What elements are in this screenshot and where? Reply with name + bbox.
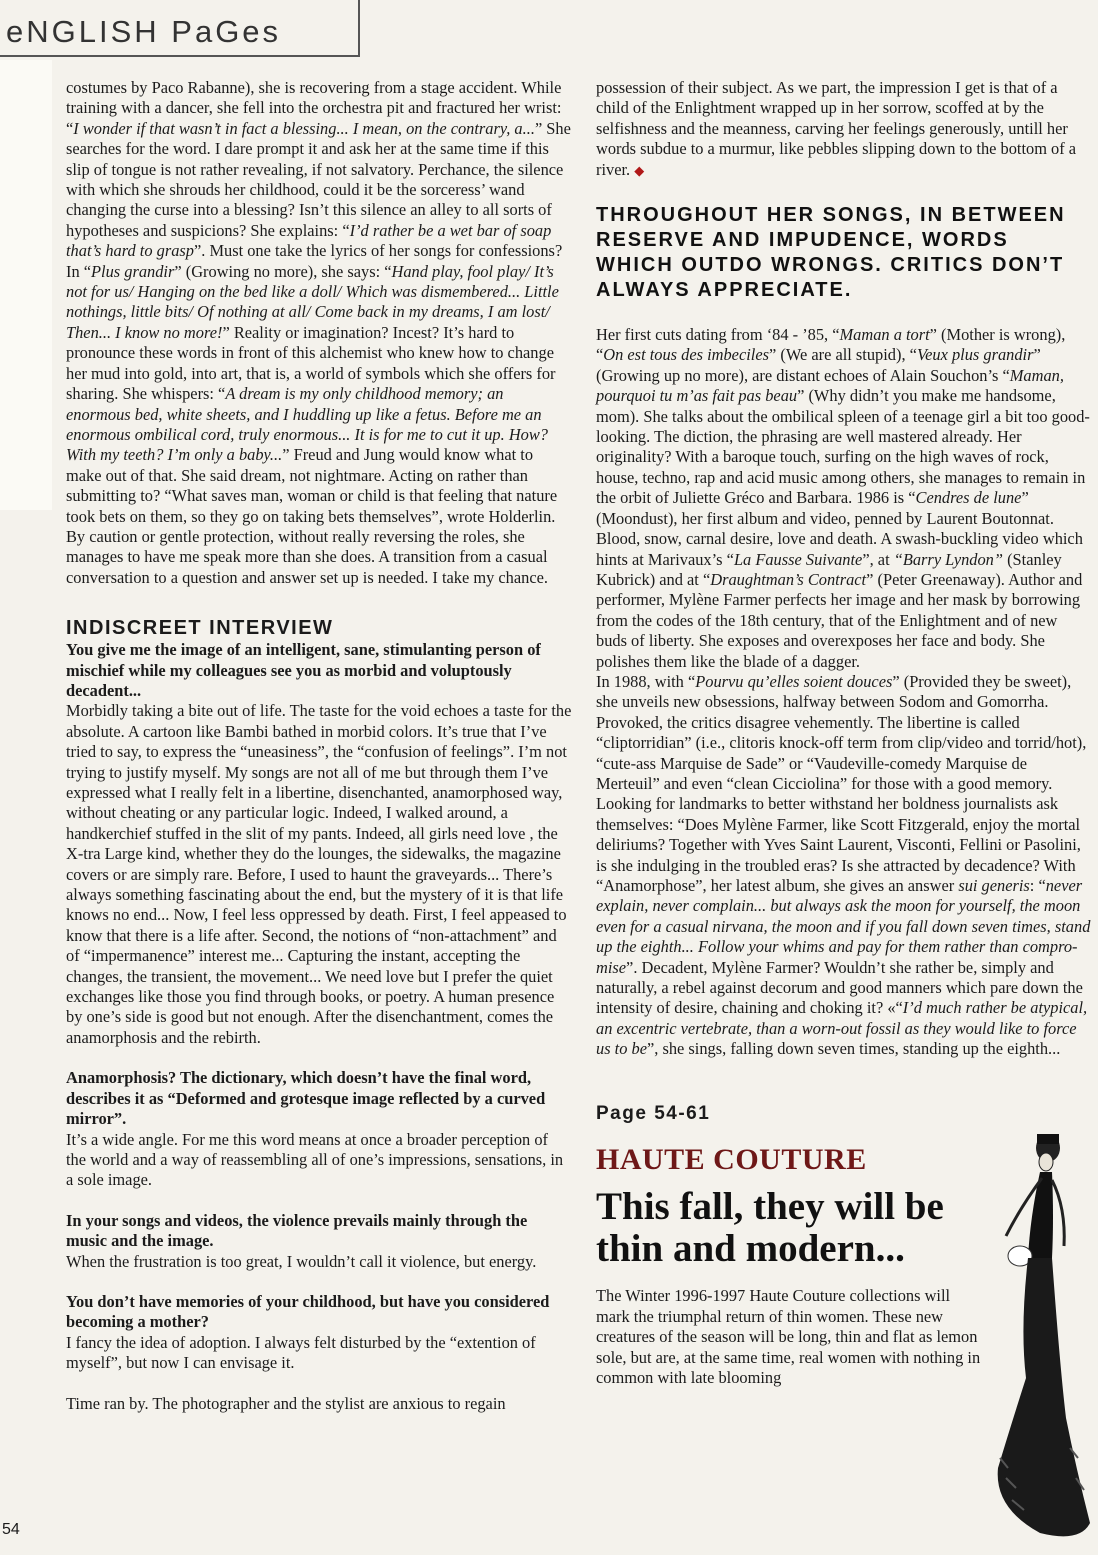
text-run: : “: [1029, 876, 1046, 895]
text-run: ”, at: [862, 549, 894, 569]
italic-run: Veux plus grandir: [916, 345, 1034, 365]
album-paragraph: [596, 672, 1092, 1060]
text-run: ” (We are all stupid), “: [768, 345, 917, 365]
text-run: ” Freud and Jung would know what to make out of that. She said dream, not nightmare. Acting on rather than submitting to? “What saves man, woman or child is that feeling that nature took bets on them, so they go on taking bets themselves”, wrote Holderlin. By caution or gentle protection, without really reversing the roles, she manages to have me speak more than she does. A transition from a casual conversation to a question and answer set up is needed. I take my chance.: [66, 445, 558, 587]
text-run: ” She searches for the word. I dare prompt it and ask her at the same time if this slip of tongue is not rather revealing, if not salvatory. Perchance, the silence with which she shrouds her childhood, could it be the sorceress’ wand changing the curse into a blessing? Isn’t this silence an alley to all sorts of hypotheses and suspicions? She explains: “: [66, 118, 571, 240]
italic-run: Maman, pourquoi tu m’as fait pas beau: [596, 365, 1064, 406]
question-3: In your songs and videos, the violence prevails mainly through the music and the image.: [66, 1210, 528, 1251]
haute-couture-heading: HAUTE COUTURE: [596, 1143, 867, 1177]
continued-paragraph: [596, 78, 1092, 181]
section-title: eNGLISH PaGes: [6, 14, 282, 49]
page-reference: Page 54-61: [596, 1102, 711, 1124]
text-run: ”, she sings, falling down seven times, standing up the eighth...: [647, 1039, 1061, 1059]
italic-run: I wonder if that wasn’t in fact a blessing... I mean, on the contrary, a...: [73, 118, 535, 138]
italic-run: Cendres de lune: [915, 488, 1022, 508]
text-run: (Stanley Kubrick) and at “: [596, 549, 1062, 589]
intro-paragraph: [66, 78, 572, 588]
fashion-illustration-icon: [980, 1128, 1092, 1548]
text-run: ” (Provided they be sweet), she unveils new obsessions, halfway between Sodom and Gomorrha. Provoked, the critics disagree vehemently. The libertine is called “cliptorridian” (i.e., clitoris knock-off term from clip/video and torrid/hot), “cute-ass Marquise de Sade” or “Vaudeville-comedy Marquise de Merteuil” and even “clean Cicciolina” for those with a good memory. Looking for landmarks to better withstand her boldness journalists ask themselves: “Does Mylène Farmer, like Scott Fitzgerald, enjoy the mortal deliriums? Together with Yves Saint Laurent, Visconti, Fellini or Pasolini, is she indulging in the troubled eras? Is she attracted by decadence? With “Anamorphose”, her latest album, she gives an answer: [596, 671, 1087, 895]
italic-run: never explain, never complain... but always ask the moon for yourself, the moon even for a casual nirvana, the moon and if you fall down seven times, stand up the eighth... Follow your whims and pay for them rather than compro-mise: [596, 876, 1091, 977]
text-run: ” (Growing no more), she says: “: [174, 261, 392, 281]
italic-run: Hand play, fool play/ It’s not for us/ Hanging on the bed like a doll/ Which was dismembered... Little nothings, little bits/ Of nothing at all/ Come back in my dreams, I am lost/ Then... I know no more!: [66, 261, 559, 342]
italic-run: Draughtman’s Contract: [710, 569, 867, 589]
italic-run: I’d much rather be atypical, an excentric vertebrate, than a worn-out fossil as they would like to force us to be: [596, 998, 1088, 1059]
career-paragraph: [596, 325, 1092, 672]
text-run: In 1988, with “: [596, 671, 696, 691]
italic-run: “Barry Lyndon”: [893, 549, 1003, 569]
left-column: [66, 78, 572, 1414]
text-run: Her first cuts dating from ‘84 - ’85, “: [596, 325, 840, 345]
answer-2: It’s a wide angle. For me this word means at once a broader perception of the world and a way of reassembling all of one’s impressions, sensations, in a sole image.: [66, 1129, 564, 1190]
text-run: ” (Moondust), her first album and video, penned by Laurent Boutonnat. Blood, snow, carnal desire, love and death. A swash-buckling video which hints at Marivaux’s “: [596, 488, 1083, 569]
feature-teaser: The Winter 1996-1997 Haute Couture collections will mark the triumphal return of thin women. These new creatures of the season will be long, thin and flat as lemon sole, but are, at the same time, real women with nothing in common with late blooming: [596, 1286, 981, 1388]
answer-4: I fancy the idea of adoption. I always felt disturbed by the “extention of myself”, but now I can envisage it.: [66, 1332, 536, 1373]
end-mark-icon: ◆: [634, 162, 645, 178]
answer-1: Morbidly taking a bite out of life. The taste for the void echoes a taste for the absolute. A cartoon like Bambi bathed in morbid colors. It’s true that I’ve tried to say, to express the “uneasiness”, the “confusion of feelings”. I’m not trying to justify myself. My songs are not all of me but through them I’ve expressed what I really felt in a libertine, disenchanted, anamorphosed way, without cheating or any particular logic. Indeed, I walked around, a handkerchief stuffed in the slit of my pants. Indeed, all girls need love , the X-tra Large kind, whether they do the lounges, the sidewalks, the magazine covers or are simply rare. Before, I used to haunt the graveyards... There’s always something fascinating about the end, but the mystery of it is that life knows no end... Now, I feel less oppressed by death. First, I feel appeased to know that there is a life after. Second, the notions of “non-attachment” and of “impermanence” interest me... Capturing the instant, accepting the changes, the transient, the movement... We need love but I prefer the quiet exchanges like those you find through books, or poetry. A human presence by one’s side is good but not enough. After the disenchantment, comes the anamorphosis and the rebirth.: [66, 701, 572, 1047]
italic-run: La Fausse Suivante: [733, 549, 863, 569]
page-number: 54: [2, 1521, 20, 1538]
italic-run: A dream is my only childhood memory; an enormous bed, white sheets, and I huddling up like a fetus. Before me an enormous ombilical cord, truly enormous... It is for me to cut it up. How? With my teeth? I’m only a baby...: [66, 384, 548, 465]
italic-run: Pourvu qu’elles soient douces: [695, 671, 893, 691]
italic-run: sui generis: [958, 876, 1030, 895]
pull-quote: THROUGHOUT HER SONGS, IN BETWEEN RESERVE AND IMPUDENCE, WORDS WHICH OUTDO WRONGS. CRITICS DON’T ALWAYS APPRECIATE.: [596, 204, 1066, 302]
text-run: ” (Mother is wrong), “: [596, 325, 1066, 365]
closing-paragraph: Time ran by. The photographer and the stylist are anxious to regain: [66, 1393, 506, 1413]
margin-strip: [0, 60, 52, 510]
italic-run: On est tous des imbeciles: [603, 345, 769, 365]
question-1: You give me the image of an intelligent, sane, stimulanting person of mischief while my colleagues see you as morbid and voluptously decadent...: [66, 640, 541, 700]
feature-headline: This fall, they will be thin and modern...: [596, 1185, 944, 1271]
italic-run: Maman a tort: [839, 325, 930, 345]
text-run: ” (Why didn’t you make me handsome, mom). She talks about the ombilical spleen of a teenage girl a bit too good-looking. The diction, the phrasing are well mastered already. Her originality? With a baroque touch, surfing on the high waves of rock, house, techno, rap and acid music among others, she manages to remain in the orbit of Juliette Gréco and Barbara. 1986 is “: [596, 386, 1090, 508]
text-run: ”. Decadent, Mylène Farmer? Wouldn’t she rather be, simply and naturally, a rebel against decorum and good manners which pare down the intensity of desire, chaining and choking it? «“: [596, 957, 1083, 1018]
italic-run: I’d rather be a wet bar of soap that’s hard to grasp: [66, 220, 552, 261]
section-header: [0, 0, 360, 57]
question-4: You don’t have memories of your childhood, but have you considered becoming a mother?: [66, 1291, 550, 1332]
text-run: ” Reality or imagination? Incest? It’s hard to pronounce these words in front of this alchemist who knew how to change her mud into gold, into art, that is, a world of symbols which she offers for sharing. She whispers: “: [66, 322, 556, 404]
continued-text: possession of their subject. As we part, the impression I get is that of a child of the Enlightment wrapped up in her sorrow, scoffed at by the selfishness and the meanness, carving her feelings generously, untill her words subdue to a murmur, like pebbles slipping down to the bottom of a river.: [596, 78, 1077, 179]
text-run: ” (Growing up no more), are distant echoes of Alain Souchon’s “: [596, 345, 1041, 385]
text-run: ” (Peter Greenaway). Author and performer, Mylène Farmer perfects her image and her mask by borrowing from the codes of the 18th century, that of the Enlightment and of new buds of liberty. She exposes and overexposes her face and body. She polishes them like the blade of a dagger.: [596, 569, 1083, 671]
text-run: costumes by Paco Rabanne), she is recovering from a stage accident. While training with a dancer, she fell into the orchestra pit and fractured her wrist: “: [66, 78, 562, 138]
answer-3: When the frustration is too great, I wouldn’t call it violence, but energy.: [66, 1251, 537, 1271]
italic-run: Plus grandir: [91, 261, 175, 281]
text-run: ”. Must one take the lyrics of her songs for confessions? In “: [66, 241, 563, 281]
interview-heading: INDISCREET INTERVIEW: [66, 617, 334, 640]
question-2: Anamorphosis? The dictionary, which doesn’t have the final word, describes it as “Deformed and grotesque image reflected by a curved mirror”.: [66, 1068, 546, 1129]
